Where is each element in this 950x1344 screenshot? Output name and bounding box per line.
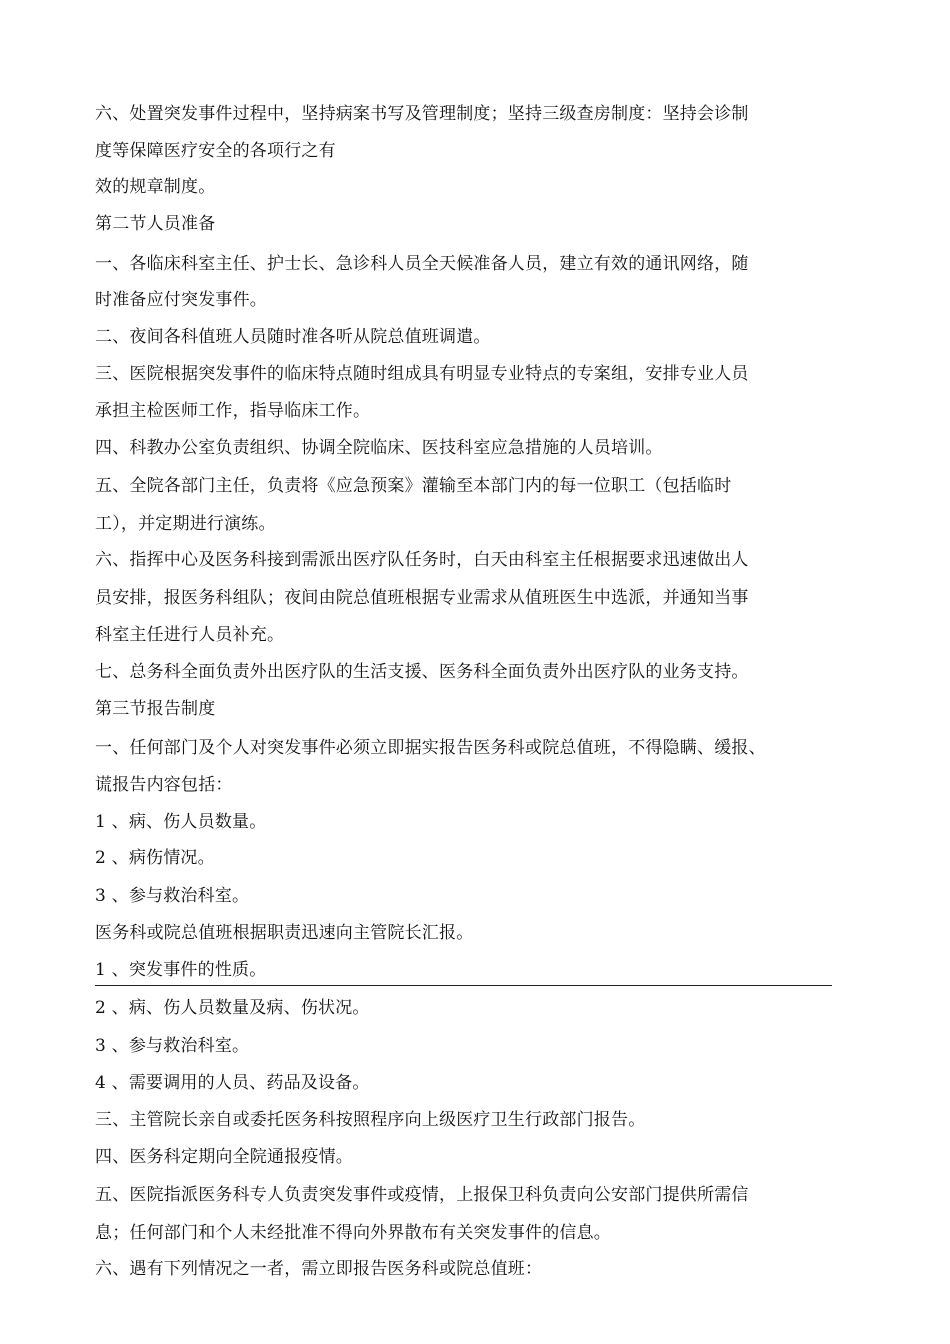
text-line: 医务科或院总值班根据职责迅速向主管院长汇报。 [95, 923, 474, 943]
text-line: 五、全院各部门主任，负责将《应急预案》灌输至本部门内的每一位职工（包括临时 [95, 476, 732, 496]
list-item: 2 、病伤情况。 [95, 848, 215, 868]
list-item: 1 、病、伤人员数量。 [95, 812, 267, 832]
text-line: 效的规章制度。 [95, 177, 216, 197]
text-line: 五、医院指派医务科专人负责突发事件或疫情，上报保卫科负责向公安部门提供所需信 [95, 1185, 749, 1205]
list-item: 3 、参与救治科室。 [95, 1036, 250, 1056]
section-heading: 第二节人员准备 [95, 214, 216, 234]
text-line: 六、指挥中心及医务科接到需派出医疗队任务时，白天由科室主任根据要求迅速做出人 [95, 550, 749, 570]
text-line: 一、任何部门及个人对突发事件必须立即据实报告医务科或院总值班，不得隐瞒、缓报、 [95, 738, 766, 758]
horizontal-rule [95, 985, 832, 986]
text-line: 员安排，报医务科组队；夜间由院总值班根据专业需求从值班医生中选派，并通知当事 [95, 588, 749, 608]
section-heading: 第三节报告制度 [95, 699, 216, 719]
list-item: 2 、病、伤人员数量及病、伤状况。 [95, 998, 370, 1018]
text-line: 三、医院根据突发事件的临床特点随时组成具有明显专业特点的专案组，安排专业人员 [95, 364, 749, 384]
text-line: 六、遇有下列情况之一者，需立即报告医务科或院总值班： [95, 1259, 543, 1279]
text-line: 谎报告内容包括： [95, 775, 233, 795]
text-line: 时准备应付突发事件。 [95, 290, 267, 310]
text-line: 承担主检医师工作，指导临床工作。 [95, 401, 371, 421]
text-line: 四、科教办公室负责组织、协调全院临床、医技科室应急措施的人员培训。 [95, 438, 663, 458]
text-line: 六、处置突发事件过程中，坚持病案书写及管理制度；坚持三级查房制度：坚持会诊制 [95, 104, 749, 124]
list-item: 4 、需要调用的人员、药品及设备。 [95, 1073, 370, 1093]
text-line: 息；任何部门和个人未经批准不得向外界散布有关突发事件的信息。 [95, 1223, 611, 1243]
text-line: 七、总务科全面负责外出医疗队的生活支援、医务科全面负责外出医疗队的业务支持。 [95, 662, 749, 682]
text-line: 工），并定期进行演练。 [95, 514, 276, 534]
text-line: 三、主管院长亲自或委托医务科按照程序向上级医疗卫生行政部门报告。 [95, 1110, 646, 1130]
text-line: 二、夜间各科值班人员随时准各听从院总值班调遣。 [95, 327, 491, 347]
text-line: 四、医务科定期向全院通报疫情。 [95, 1147, 353, 1167]
list-item: 1 、突发事件的性质。 [95, 960, 267, 980]
text-line: 一、各临床科室主任、护士长、急诊科人员全天候准备人员，建立有效的通讯网络，随 [95, 254, 749, 274]
list-item: 3 、参与救治科室。 [95, 886, 250, 906]
text-line: 度等保障医疗安全的各项行之有 [95, 141, 336, 161]
text-line: 科室主任进行人员补充。 [95, 625, 285, 645]
